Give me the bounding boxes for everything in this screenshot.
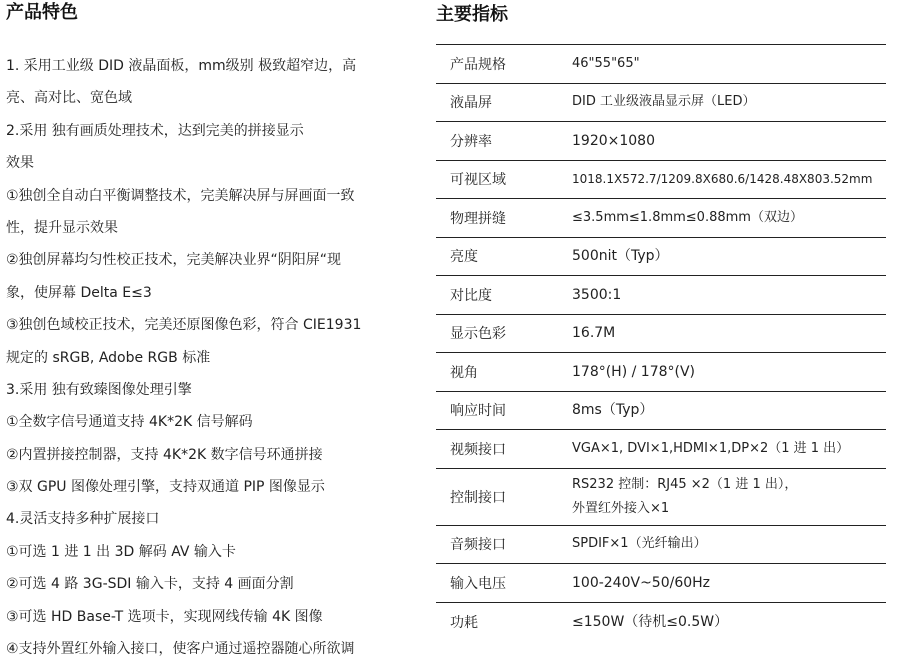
spec-row-response-time	[436, 392, 886, 431]
features-list	[6, 50, 426, 665]
spec-label: 分辨率	[450, 133, 492, 150]
feature-line: ③独创色域校正技术，完美还原图像色彩，符合 CIE1931	[6, 317, 362, 334]
spec-value: 178°(H) / 178°(V)	[572, 363, 696, 380]
spec-row-brightness	[436, 238, 886, 277]
spec-row-input-voltage	[436, 564, 886, 603]
spec-value: ≤3.5mm≤1.8mm≤0.88mm（双边）	[572, 209, 803, 225]
spec-row-power	[436, 603, 886, 642]
spec-value: VGA×1, DVI×1,HDMI×1,DP×2（1 进 1 出）	[572, 440, 850, 456]
spec-value: 8ms（Typ）	[572, 402, 654, 419]
spec-value: 500nit（Typ）	[572, 248, 669, 265]
spec-label: 液晶屏	[450, 95, 492, 112]
spec-value: ≤150W（待机≤0.5W）	[572, 613, 729, 630]
feature-line: ③双 GPU 图像处理引擎，支持双通道 PIP 图像显示	[6, 479, 325, 496]
spec-value: SPDIF×1（光纤输出）	[572, 536, 707, 552]
spec-row-colors	[436, 315, 886, 354]
feature-line: 性，提升显示效果	[6, 219, 118, 236]
spec-row-panel	[436, 84, 886, 123]
spec-row-contrast	[436, 276, 886, 315]
spec-label: 响应时间	[450, 403, 506, 420]
spec-value: 1920×1080	[572, 132, 655, 149]
feature-line: ②独创屏幕均匀性校正技术，完美解决业界“阴阳屏“现	[6, 252, 342, 269]
spec-label: 显示色彩	[450, 326, 506, 343]
feature-line: ④支持外置红外输入接口，使客户通过遥控器随心所欲调	[6, 641, 355, 658]
spec-label: 视角	[450, 364, 478, 381]
spec-label: 产品规格	[450, 56, 506, 73]
spec-row-bezel	[436, 199, 886, 238]
spec-row-resolution	[436, 122, 886, 161]
spec-label: 视频接口	[450, 441, 506, 458]
spec-row-control-ports	[436, 469, 886, 526]
spec-value-line: RS232 控制：RJ45 ×2（1 进 1 出），	[572, 476, 798, 492]
features-title: 产品特色	[6, 2, 78, 23]
spec-label: 输入电压	[450, 575, 506, 592]
spec-value: 1018.1X572.7/1209.8X680.6/1428.48X803.52mm	[572, 172, 873, 187]
specs-title: 主要指标	[436, 4, 508, 25]
spec-row-viewing-angle	[436, 353, 886, 392]
feature-line: 1. 采用工业级 DID 液晶面板，mm级别 极致超窄边，高	[6, 58, 357, 74]
spec-value: 3500:1	[572, 286, 622, 303]
spec-row-viewable-area	[436, 161, 886, 200]
feature-line: ③可选 HD Base-T 选项卡，实现网线传输 4K 图像	[6, 608, 323, 625]
spec-label: 物理拼缝	[450, 210, 506, 227]
spec-label: 亮度	[450, 249, 478, 266]
spec-value: 16.7M	[572, 325, 616, 342]
feature-line: ②内置拼接控制器，支持 4K*2K 数字信号环通拼接	[6, 446, 323, 463]
specs-section	[436, 0, 886, 631]
spec-label: 可视区域	[450, 172, 506, 189]
spec-value: 46"55"65"	[572, 55, 640, 71]
spec-row-model	[436, 45, 886, 84]
spec-value-multiline	[572, 473, 886, 521]
feature-line: ②可选 4 路 3G-SDI 输入卡，支持 4 画面分割	[6, 576, 294, 593]
spec-label: 功耗	[450, 614, 478, 631]
feature-line: ①独创全自动白平衡调整技术，完美解决屏与屏画面一致	[6, 187, 355, 204]
features-section	[6, 0, 426, 665]
spec-value-line: 外置红外接入×1	[572, 500, 670, 516]
feature-line: 效果	[6, 155, 34, 172]
spec-label: 音频接口	[450, 537, 506, 554]
spec-value: 100-240V~50/60Hz	[572, 574, 711, 591]
feature-line: 象，使屏幕 Delta E≤3	[6, 284, 152, 301]
spec-value: DID 工业级液晶显示屏（LED）	[572, 94, 756, 110]
spec-label: 控制接口	[450, 489, 506, 506]
feature-line: ①全数字信号通道支持 4K*2K 信号解码	[6, 414, 253, 431]
feature-line: 亮、高对比、宽色域	[6, 90, 132, 107]
feature-line: 4.灵活支持多种扩展接口	[6, 511, 160, 528]
feature-line: 3.采用 独有致臻图像处理引擎	[6, 381, 192, 398]
feature-line: ①可选 1 进 1 出 3D 解码 AV 输入卡	[6, 543, 236, 560]
spec-row-audio-ports	[436, 526, 886, 565]
spec-row-video-ports	[436, 430, 886, 469]
feature-line: 2.采用 独有画质处理技术，达到完美的拼接显示	[6, 122, 304, 139]
spec-label: 对比度	[450, 287, 492, 304]
specs-table	[436, 44, 886, 641]
feature-line: 规定的 sRGB, Adobe RGB 标准	[6, 349, 211, 366]
